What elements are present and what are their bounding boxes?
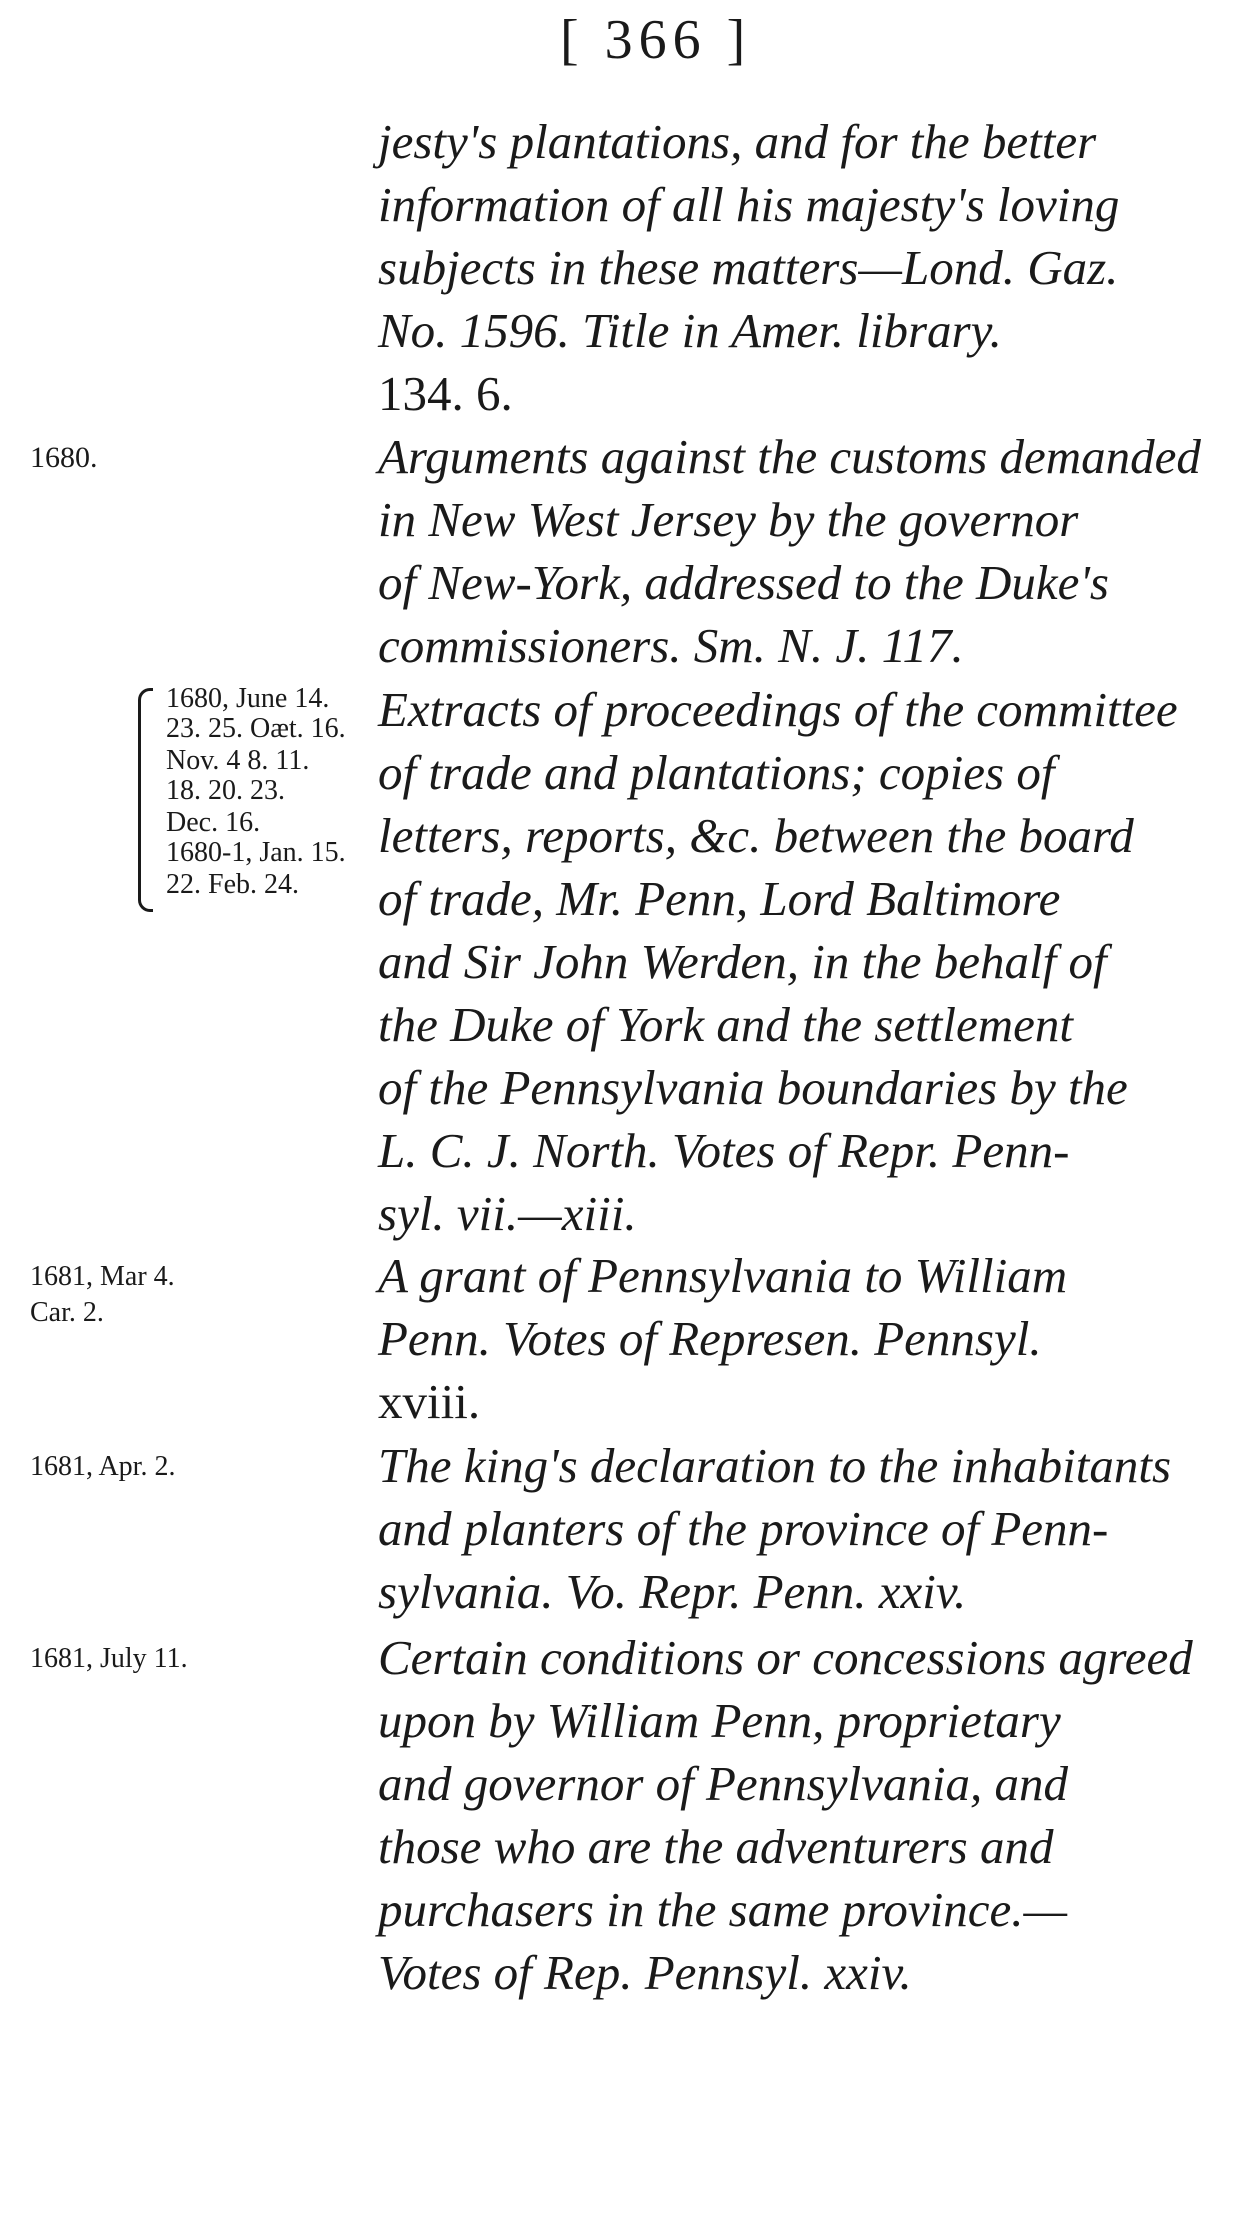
text-line: No. 1596. Title in Amer. library. — [378, 303, 1002, 358]
page-number: [ 366 ] — [560, 9, 752, 71]
text-line: 134. 6. — [378, 366, 513, 421]
text-line: L. C. J. North. Votes of Repr. Penn- — [378, 1123, 1070, 1178]
text-line: Votes of Rep. Pennsyl. xxiv. — [378, 1945, 912, 2000]
entry-text — [378, 678, 1208, 1245]
text-line: Certain conditions or concessions agreed — [378, 1630, 1193, 1685]
text-line: of trade, Mr. Penn, Lord Baltimore — [378, 871, 1061, 926]
text-line: and planters of the province of Penn- — [378, 1501, 1109, 1556]
text-line: the Duke of York and the settlement — [378, 997, 1073, 1052]
margin-date: 22. Feb. 24. — [166, 869, 299, 900]
text-line: commissioners. Sm. N. J. 117. — [378, 618, 964, 673]
entry-text — [378, 1434, 1208, 1623]
text-line: letters, reports, &c. between the board — [378, 808, 1134, 863]
margin-date: 1680, June 14. — [166, 683, 330, 714]
margin-date: 1680. — [30, 441, 98, 474]
margin-date: 1681, Apr. 2. — [30, 1451, 176, 1482]
margin-brace — [138, 688, 153, 912]
text-line: syl. vii.—xiii. — [378, 1186, 637, 1241]
entry-text — [378, 1626, 1208, 2004]
text-line: Arguments against the customs demanded — [378, 429, 1201, 484]
text-line: Penn. Votes of Represen. Pennsyl. — [378, 1311, 1042, 1366]
margin-date: 1680-1, Jan. 15. — [166, 837, 346, 868]
text-line: and governor of Pennsylvania, and — [378, 1756, 1068, 1811]
text-line: jesty's plantations, and for the better — [378, 114, 1097, 169]
text-line: The king's declaration to the inhabitants — [378, 1438, 1172, 1493]
margin-date: Car. 2. — [30, 1297, 104, 1328]
text-line: Extracts of proceedings of the committee — [378, 682, 1178, 737]
margin-date: 1681, July 11. — [30, 1643, 188, 1674]
margin-date: Dec. 16. — [166, 807, 261, 838]
entry-text — [378, 1244, 1208, 1433]
text-line: xviii. — [378, 1374, 481, 1429]
text-line: of trade and plantations; copies of — [378, 745, 1055, 800]
entry-text — [378, 110, 1208, 425]
text-line: those who are the adventurers and — [378, 1819, 1054, 1874]
text-line: sylvania. Vo. Repr. Penn. xxiv. — [378, 1564, 967, 1619]
margin-date: Nov. 4 8. 11. — [166, 745, 310, 776]
entry-text — [378, 425, 1208, 677]
text-line: A grant of Pennsylvania to William — [378, 1248, 1068, 1303]
text-line: subjects in these matters—Lond. Gaz. — [378, 240, 1119, 295]
text-line: of the Pennsylvania boundaries by the — [378, 1060, 1128, 1115]
text-line: upon by William Penn, proprietary — [378, 1693, 1061, 1748]
margin-date: 18. 20. 23. — [166, 775, 285, 806]
text-line: in New West Jersey by the governor — [378, 492, 1079, 547]
margin-date: 1681, Mar 4. — [30, 1261, 175, 1292]
text-line: of New-York, addressed to the Duke's — [378, 555, 1109, 610]
text-line: information of all his majesty's loving — [378, 177, 1120, 232]
margin-date: 23. 25. Oæt. 16. — [166, 713, 346, 744]
text-line: and Sir John Werden, in the behalf of — [378, 934, 1107, 989]
text-line: purchasers in the same province.— — [378, 1882, 1068, 1937]
